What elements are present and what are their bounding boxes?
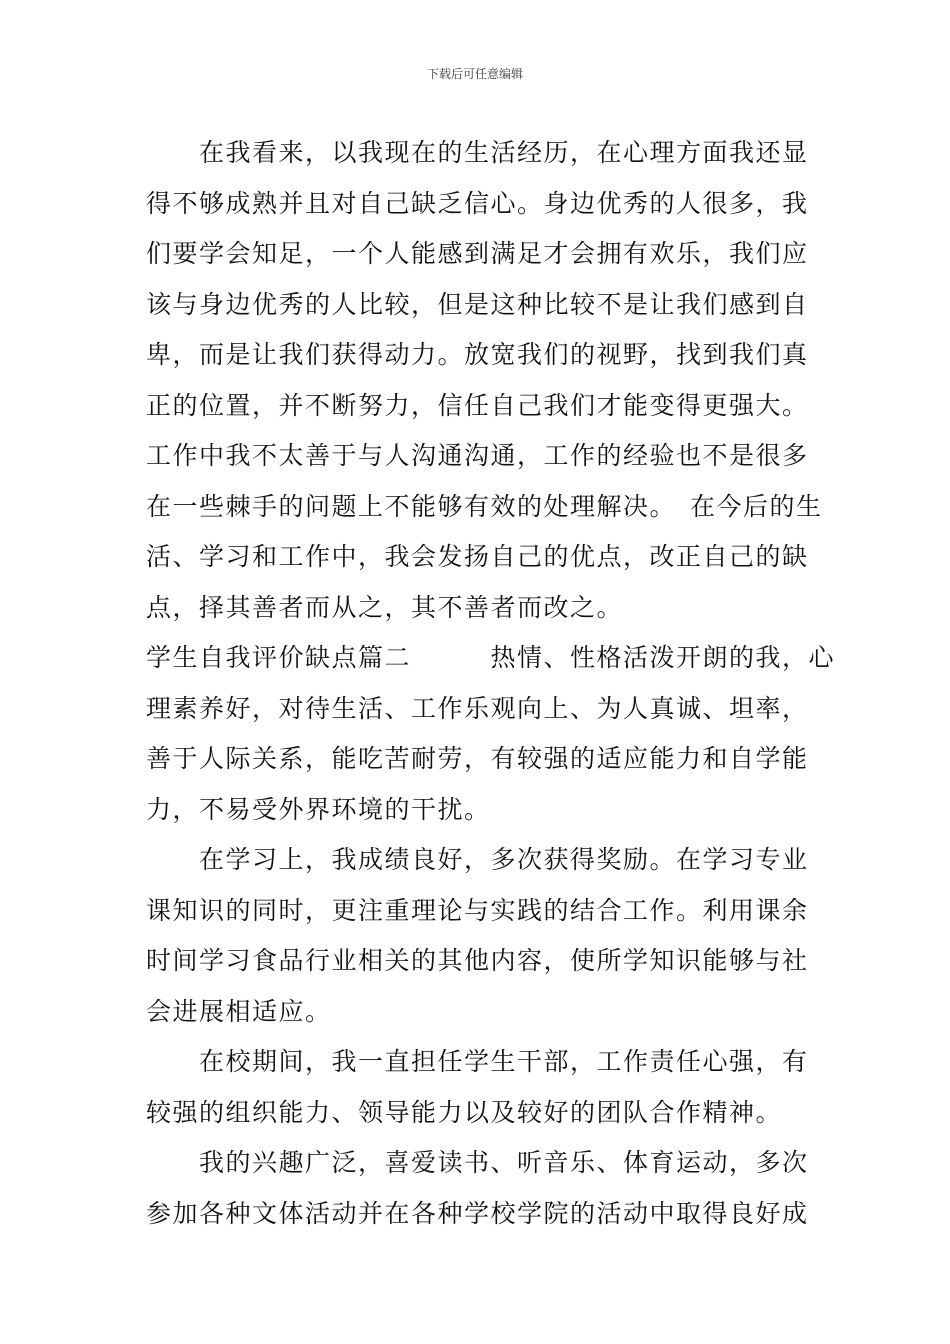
text-line: 点，择其善者而从之，其不善者而改之。: [146, 592, 624, 622]
text-line: 正的位置，并不断努力，信任自己我们才能变得更强大。: [146, 390, 809, 420]
text-line: 力，不易受外界环境的干扰。: [146, 794, 491, 824]
section-heading-line: 学生自我评价缺点篇二 热情、性格活泼开朗的我，心: [146, 643, 836, 672]
text-line: 工作中我不太善于与人沟通沟通，工作的经验也不是很多: [146, 441, 809, 470]
text-line: 在学习上，我成绩良好，多次获得奖励。在学习专业: [146, 845, 809, 874]
text-line: 我的兴趣广泛，喜爱读书、听音乐、体育运动，多次: [146, 1148, 809, 1177]
text-line: 该与身边优秀的人比较，但是这种比较不是让我们感到自: [146, 289, 809, 319]
text-line: 理素养好，对待生活、工作乐观向上、为人真诚、坦率，: [146, 693, 809, 723]
text-line: 会进展相适应。: [146, 996, 332, 1026]
text-line: 活、学习和工作中，我会发扬自己的优点，改正自己的缺: [146, 542, 809, 571]
page-header: 下载后可任意编辑: [426, 67, 523, 81]
text-line: 得不够成熟并且对自己缺乏信心。身边优秀的人很多，我: [146, 188, 809, 218]
text-line: 善于人际关系，能吃苦耐劳，有较强的适应能力和自学能: [146, 744, 809, 773]
text-line: 卑，而是让我们获得动力。放宽我们的视野，找到我们真: [146, 340, 809, 369]
text-line: 较强的组织能力、领导能力以及较好的团队合作精神。: [146, 1097, 783, 1127]
text-line: 在校期间，我一直担任学生干部，工作责任心强，有: [146, 1047, 809, 1076]
document-body: [146, 128, 836, 1239]
text-line: 参加各种文体活动并在各种学校学院的活动中取得良好成: [146, 1198, 809, 1228]
text-line: 在我看来，以我现在的生活经历，在心理方面我还显: [146, 138, 809, 167]
text-line: 们要学会知足，一个人能感到满足才会拥有欢乐，我们应: [146, 239, 809, 268]
text-line: 在一些棘手的问题上不能够有效的处理解决。 在今后的生: [146, 491, 823, 521]
text-line: 课知识的同时，更注重理论与实践的结合工作。利用课余: [146, 895, 809, 925]
text-line: 时间学习食品行业相关的其他内容，使所学知识能够与社: [146, 946, 809, 975]
